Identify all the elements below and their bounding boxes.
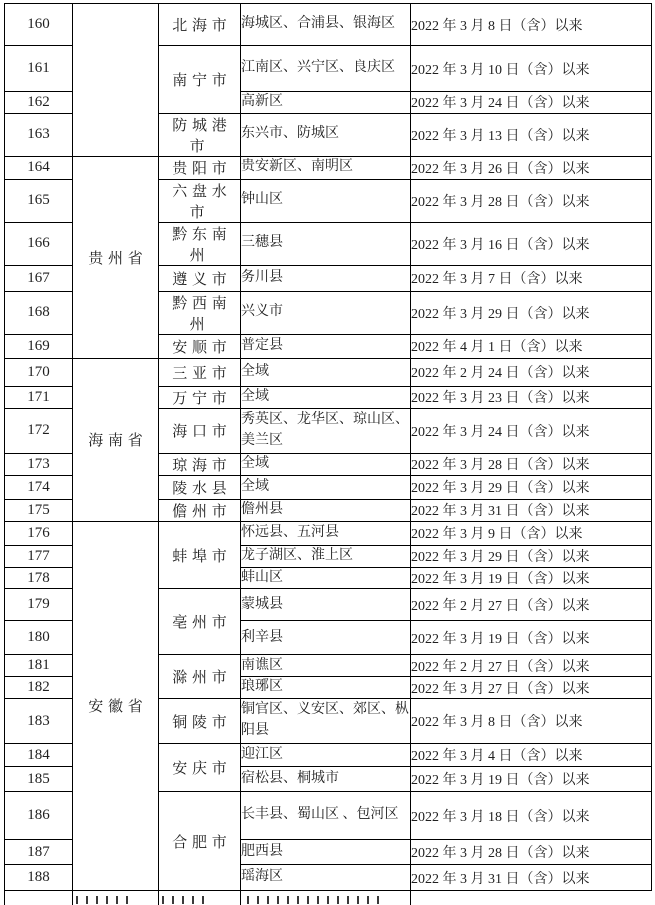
city-cell (73, 891, 159, 905)
table-row-partial (5, 891, 652, 905)
date-cell: 2022 年 3 月 26 日（含）以来 (411, 156, 652, 179)
row-number-cell: 188 (5, 865, 73, 891)
clipped-text-fragment (76, 896, 129, 904)
city-cell: 防城港市 (159, 113, 241, 156)
date-cell: 2022 年 3 月 18 日（含）以来 (411, 792, 652, 840)
date-cell: 2022 年 3 月 7 日（含）以来 (411, 265, 652, 291)
row-number-cell: 165 (5, 179, 73, 222)
city-cell: 海口市 (159, 408, 241, 453)
row-number-cell: 181 (5, 655, 73, 677)
date-cell: 2022 年 3 月 27 日（含）以来 (411, 677, 652, 699)
city-cell: 黔东南州 (159, 222, 241, 265)
row-number-cell: 182 (5, 677, 73, 699)
table-row-170 (5, 358, 652, 386)
row-number-cell: 170 (5, 358, 73, 386)
districts-cell: 秀英区、龙华区、琼山区、美兰区 (241, 408, 411, 453)
date-cell: 2022 年 3 月 23 日（含）以来 (411, 386, 652, 408)
row-number-cell: 184 (5, 744, 73, 767)
date-cell: 2022 年 3 月 31 日（含）以来 (411, 499, 652, 521)
table-row-176 (5, 521, 652, 545)
row-number-cell: 178 (5, 567, 73, 589)
date-cell: 2022 年 3 月 31 日（含）以来 (411, 865, 652, 891)
date-cell: 2022 年 3 月 10 日（含）以来 (411, 46, 652, 92)
districts-cell: 全域 (241, 358, 411, 386)
row-number-cell: 171 (5, 386, 73, 408)
row-number-cell: 164 (5, 156, 73, 179)
row-number-cell: 162 (5, 92, 73, 114)
row-number-cell: 185 (5, 767, 73, 792)
districts-cell: 全域 (241, 453, 411, 475)
districts-cell: 南谯区 (241, 655, 411, 677)
document-page (0, 3, 655, 887)
date-cell: 2022 年 3 月 19 日（含）以来 (411, 567, 652, 589)
city-cell: 黔西南州 (159, 291, 241, 334)
city-cell: 安顺市 (159, 334, 241, 358)
date-cell: 2022 年 3 月 28 日（含）以来 (411, 840, 652, 865)
city-cell: 亳州市 (159, 589, 241, 655)
date-cell: 2022 年 3 月 24 日（含）以来 (411, 408, 652, 453)
city-cell: 安庆市 (159, 744, 241, 792)
row-number-cell: 160 (5, 4, 73, 46)
districts-cell: 蒙城县 (241, 589, 411, 621)
row-number-cell: 183 (5, 699, 73, 744)
province-cell: 贵州省 (73, 156, 159, 358)
row-number-cell: 177 (5, 545, 73, 567)
table-row-164 (5, 156, 652, 179)
date-cell (241, 891, 411, 905)
districts-cell: 长丰县、蜀山区 、包河区 (241, 792, 411, 840)
date-cell: 2022 年 3 月 19 日（含）以来 (411, 767, 652, 792)
districts-cell: 怀远县、五河县 (241, 521, 411, 545)
districts-cell: 铜官区、义安区、郊区、枞阳县 (241, 699, 411, 744)
row-number-cell: 168 (5, 291, 73, 334)
districts-cell: 东兴市、防城区 (241, 113, 411, 156)
date-cell: 2022 年 3 月 24 日（含）以来 (411, 92, 652, 114)
date-cell: 2022 年 3 月 28 日（含）以来 (411, 179, 652, 222)
date-cell: 2022 年 3 月 16 日（含）以来 (411, 222, 652, 265)
city-cell: 儋州市 (159, 499, 241, 521)
city-cell: 遵义市 (159, 265, 241, 291)
city-cell: 南宁市 (159, 46, 241, 114)
districts-cell: 蚌山区 (241, 567, 411, 589)
city-cell: 贵阳市 (159, 156, 241, 179)
row-number-cell: 169 (5, 334, 73, 358)
districts-cell: 高新区 (241, 92, 411, 114)
row-number-cell: 166 (5, 222, 73, 265)
row-number-cell: 179 (5, 589, 73, 621)
row-number-cell (5, 891, 73, 905)
districts-cell: 龙子湖区、淮上区 (241, 545, 411, 567)
city-cell: 琼海市 (159, 453, 241, 475)
province-cell (73, 4, 159, 157)
date-cell: 2022 年 3 月 8 日（含）以来 (411, 4, 652, 46)
date-cell: 2022 年 3 月 8 日（含）以来 (411, 699, 652, 744)
districts-cell: 务川县 (241, 265, 411, 291)
province-cell: 海南省 (73, 358, 159, 521)
city-cell: 合肥市 (159, 792, 241, 891)
row-number-cell: 186 (5, 792, 73, 840)
districts-cell: 三穗县 (241, 222, 411, 265)
districts-cell: 海城区、合浦县、银海区 (241, 4, 411, 46)
city-cell: 铜陵市 (159, 699, 241, 744)
date-cell: 2022 年 3 月 28 日（含）以来 (411, 453, 652, 475)
districts-cell: 儋州县 (241, 499, 411, 521)
date-cell: 2022 年 3 月 4 日（含）以来 (411, 744, 652, 767)
date-cell: 2022 年 3 月 9 日（含）以来 (411, 521, 652, 545)
districts-cell: 琅琊区 (241, 677, 411, 699)
city-cell: 陵水县 (159, 475, 241, 499)
districts-cell: 瑶海区 (241, 865, 411, 891)
row-number-cell: 167 (5, 265, 73, 291)
row-number-cell: 173 (5, 453, 73, 475)
districts-cell: 迎江区 (241, 744, 411, 767)
districts-cell: 利辛县 (241, 621, 411, 655)
districts-cell: 兴义市 (241, 291, 411, 334)
row-number-cell: 176 (5, 521, 73, 545)
row-number-cell: 175 (5, 499, 73, 521)
districts-cell: 全域 (241, 475, 411, 499)
date-cell: 2022 年 3 月 29 日（含）以来 (411, 291, 652, 334)
city-cell: 三亚市 (159, 358, 241, 386)
clipped-text-fragment (247, 896, 379, 904)
city-cell: 六盘水市 (159, 179, 241, 222)
districts-cell: 江南区、兴宁区、良庆区 (241, 46, 411, 92)
row-number-cell: 187 (5, 840, 73, 865)
districts-cell: 肥西县 (241, 840, 411, 865)
city-cell: 蚌埠市 (159, 521, 241, 589)
date-cell: 2022 年 2 月 27 日（含）以来 (411, 655, 652, 677)
districts-cell: 普定县 (241, 334, 411, 358)
districts-cell (159, 891, 241, 905)
date-cell: 2022 年 3 月 29 日（含）以来 (411, 545, 652, 567)
date-cell: 2022 年 3 月 13 日（含）以来 (411, 113, 652, 156)
date-cell: 2022 年 3 月 19 日（含）以来 (411, 621, 652, 655)
districts-cell: 贵安新区、南明区 (241, 156, 411, 179)
row-number-cell: 174 (5, 475, 73, 499)
districts-cell: 宿松县、桐城市 (241, 767, 411, 792)
row-number-cell: 172 (5, 408, 73, 453)
city-cell: 北海市 (159, 4, 241, 46)
row-number-cell: 161 (5, 46, 73, 92)
province-cell: 安徽省 (73, 521, 159, 890)
date-cell: 2022 年 4 月 1 日（含）以来 (411, 334, 652, 358)
city-cell: 万宁市 (159, 386, 241, 408)
row-number-cell: 163 (5, 113, 73, 156)
risk-area-table (4, 3, 652, 905)
districts-cell: 钟山区 (241, 179, 411, 222)
table-row-160 (5, 4, 652, 46)
date-cell: 2022 年 3 月 29 日（含）以来 (411, 475, 652, 499)
clipped-text-fragment (162, 896, 212, 904)
row-number-cell: 180 (5, 621, 73, 655)
date-cell: 2022 年 2 月 27 日（含）以来 (411, 589, 652, 621)
city-cell: 滁州市 (159, 655, 241, 699)
table-body (5, 4, 652, 905)
date-cell: 2022 年 2 月 24 日（含）以来 (411, 358, 652, 386)
districts-cell: 全域 (241, 386, 411, 408)
